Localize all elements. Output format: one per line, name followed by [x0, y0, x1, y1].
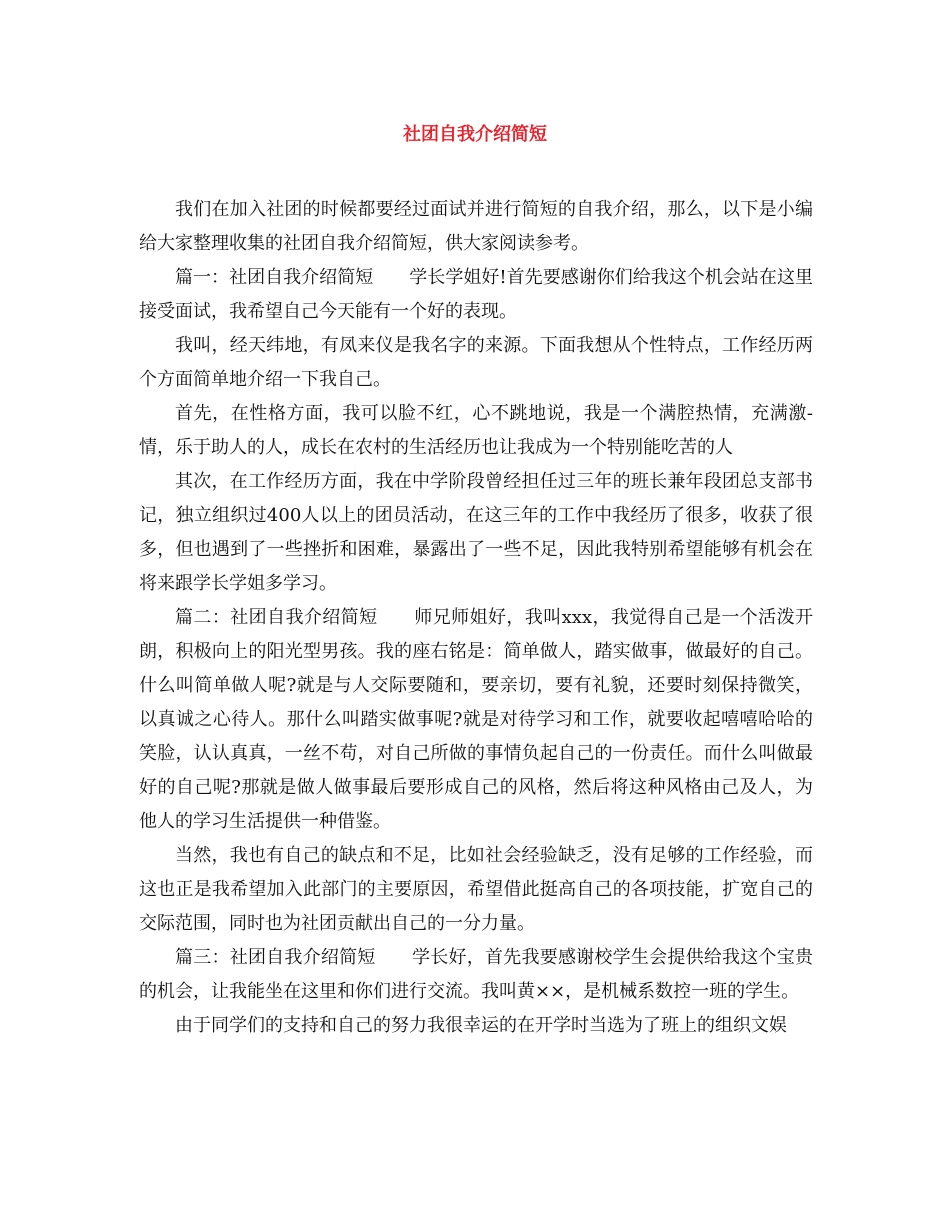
paragraph-intro: 我们在加入社团的时候都要经过面试并进行简短的自我介绍，那么，以下是小编给大家整理收集的社团自我介绍简短，供大家阅读参考。 — [139, 199, 813, 254]
paragraph-part-three: 篇三：社团自我介绍简短 学长好，首先我要感谢校学生会提供给我这个宝贵的机会，让我能坐在这里和你们进行交流。我叫黄××，是机械系数控一班的学生。 — [139, 947, 813, 1002]
document-title: 社团自我介绍简短 — [403, 124, 547, 145]
paragraph-personality: 首先，在性格方面，我可以脸不红，心不跳地说，我是一个满腔热情，充满激-情，乐于助人的人，成长在农村的生活经历也让我成为一个特别能吃苦的人 — [139, 403, 813, 458]
paragraph-shortcomings: 当然，我也有自己的缺点和不足，比如社会经验缺乏，没有足够的工作经验，而这也正是我希望加入此部门的主要原因，希望借此挺高自己的各项技能，扩宽自己的交际范围，同时也为社团贡献出自己的一分力量。 — [139, 845, 813, 934]
paragraph-work-experience: 其次，在工作经历方面，我在中学阶段曾经担任过三年的班长兼年段团总支部书记，独立组织过400人以上的团员活动，在这三年的工作中我经历了很多，收获了很多，但也遇到了一些挫折和困难，暴露出了一些不足，因此我特别希望能够有机会在将来跟学长学姐多学习。 — [139, 471, 813, 594]
paragraph-part-one-opening: 篇一：社团自我介绍简短 学长学姐好!首先要感谢你们给我这个机会站在这里接受面试，我希望自己今天能有一个好的表现。 — [139, 267, 813, 322]
paragraph-part-two: 篇二：社团自我介绍简短 师兄师姐好，我叫xxx，我觉得自己是一个活泼开朗，积极向上的阳光型男孩。我的座右铭是：简单做人，踏实做事，做最好的自己。什么叫简单做人呢?就是与人交际要随和，要亲切，要有礼貌，还要时刻保持微笑，以真诚之心待人。那什么叫踏实做事呢?就是对待学习和工作，就要收起嘻嘻哈哈的笑脸，认认真真，一丝不苟，对自己所做的事情负起自己的一份责任。而什么叫做最好的自己呢?那就是做人做事最后要形成自己的风格，然后将这种风格由己及人，为他人的学习生活提供一种借鉴。 — [139, 607, 813, 832]
document-body — [139, 193, 813, 1043]
paragraph-name-origin: 我叫，经天纬地，有凤来仪是我名字的来源。下面我想从个性特点，工作经历两个方面简单地介绍一下我自己。 — [139, 335, 813, 390]
paragraph-class-election: 由于同学们的支持和自己的努力我很幸运的在开学时当选为了班上的组织文娱 — [175, 1015, 787, 1036]
